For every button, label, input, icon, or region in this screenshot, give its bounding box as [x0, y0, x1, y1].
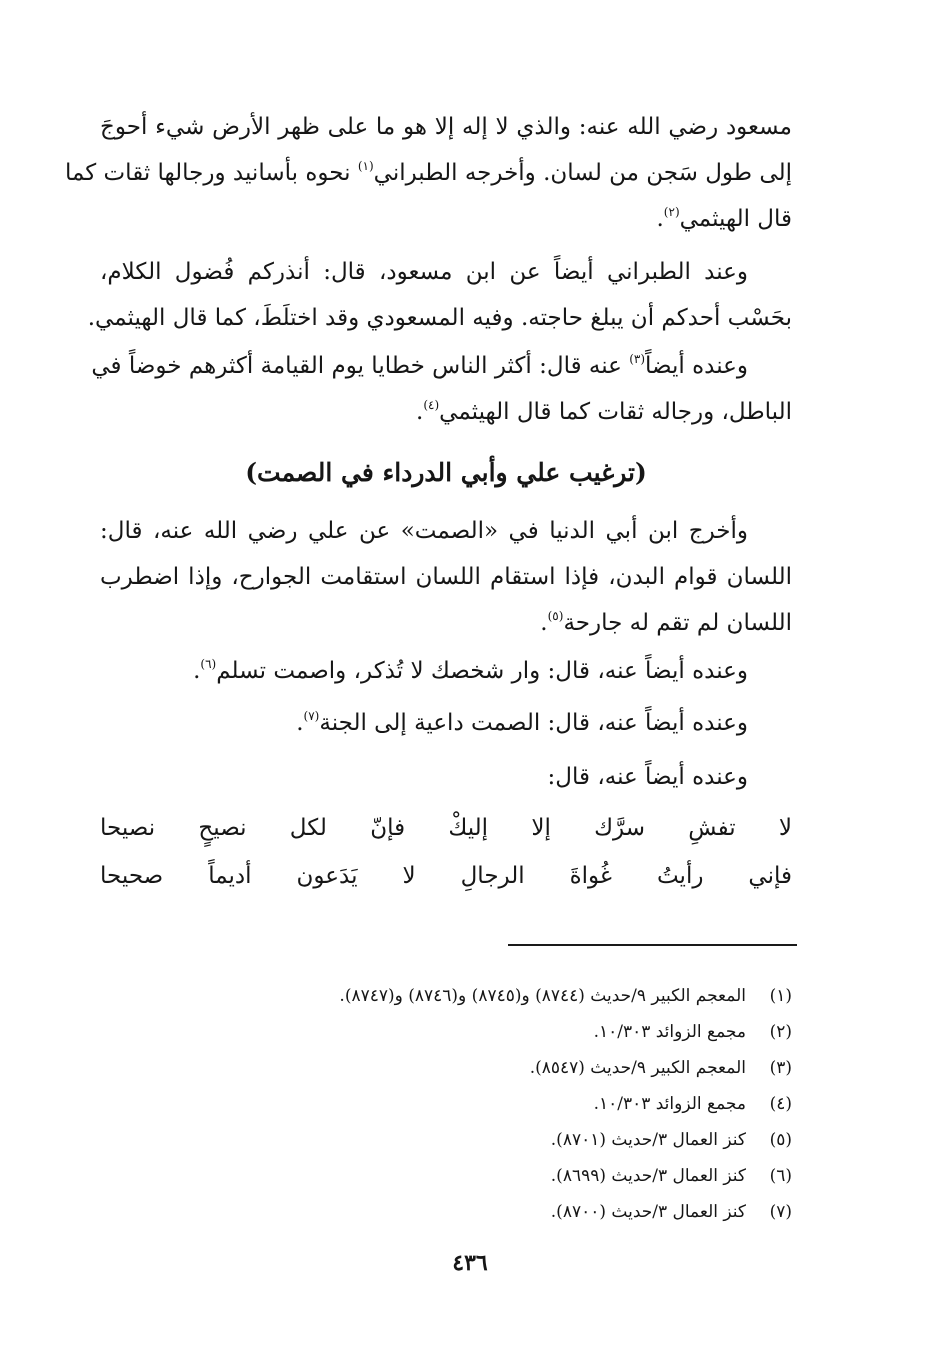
text-line: وعنده أيضاً عنه، قال: الصمت داعية إلى الجنة$^{(٧)}$. [296, 709, 748, 736]
text-line: قال الهيثمي$^{(٢)}$. [656, 205, 792, 232]
text-line: وعنده أيضاً عنه، قال: [547, 764, 748, 790]
poem-verse-1 [100, 804, 792, 852]
footnote-text: مجمع الزوائد ١٠/٣٠٣. [593, 1022, 746, 1042]
footnote-number: (٥) [769, 1130, 792, 1150]
poem-word: إليكْ [448, 815, 489, 841]
paragraph-2 [87, 249, 792, 341]
footnote-2 [100, 1014, 792, 1050]
text-line: الباطل، ورجاله ثقات كما قال الهيثمي$^{(٤)}$. [416, 398, 792, 425]
poem-word: صحيحا [100, 863, 164, 889]
text-line: وعند الطبراني أيضاً عن ابن مسعود، قال: أنذركم فُضول الكلام، [100, 259, 748, 285]
footnote-ref-1[interactable]: (١) [357, 159, 374, 173]
poem-word: سرَّك [594, 815, 646, 841]
footnote-4 [100, 1086, 792, 1122]
poem-word: لا [402, 863, 416, 889]
footnote-text: مجمع الزوائد ١٠/٣٠٣. [593, 1094, 746, 1114]
paragraph-6 [100, 700, 792, 746]
poem-verse-2 [100, 852, 792, 900]
paragraph-4 [100, 508, 792, 646]
footnote-5 [100, 1122, 792, 1158]
footnote-text: المعجم الكبير ٩/حديث (٨٧٤٤) و(٨٧٤٥) و(٨٧٤٦) و(٨٧٤٧). [339, 986, 746, 1006]
text-line: وعنده أيضاً عنه، قال: وار شخصك لا تُذكر، واصمت تسلم$^{(٦)}$. [193, 657, 748, 684]
poem-word: رأيتُ [656, 863, 704, 889]
footnote-number: (١) [769, 986, 792, 1006]
page-number: ٤٣٦ [452, 1250, 488, 1276]
text-line: اللسان لم تقم له جارحة$^{(٥)}$. [540, 609, 792, 636]
text-line: مسعود رضي الله عنه: والذي لا إله إلا هو ما على ظهر الأرض شيء أحوجَ [100, 114, 792, 140]
footnote-number: (٤) [769, 1094, 792, 1114]
footnote-text: كنز العمال ٣/حديث (٨٦٩٩). [550, 1166, 746, 1186]
footnote-ref-6[interactable]: (٦) [200, 657, 217, 671]
poem-word: لا [778, 815, 792, 841]
footnote-text: كنز العمال ٣/حديث (٨٧٠٠). [550, 1202, 746, 1222]
poem-word: يَدَعون [296, 863, 358, 889]
text-line: وعنده أيضاً$^{(٣)}$ عنه قال: أكثر الناس خطايا يوم القيامة أكثرهم خوضاً في [91, 352, 748, 379]
poem-word: الرجالِ [460, 863, 525, 889]
footnote-6 [100, 1158, 792, 1194]
poem-word: غُواةَ [569, 863, 612, 889]
paragraph-3 [91, 343, 792, 435]
footnote-text: المعجم الكبير ٩/حديث (٨٥٤٧). [529, 1058, 746, 1078]
poem-word: نصيحٍ [198, 815, 247, 841]
poem-word: أديماً [208, 863, 252, 889]
footnote-7 [100, 1194, 792, 1230]
footnote-ref-5[interactable]: (٥) [547, 609, 564, 623]
footnote-text: كنز العمال ٣/حديث (٨٧٠١). [550, 1130, 746, 1150]
paragraph-7 [100, 754, 792, 800]
footnote-number: (٧) [769, 1202, 792, 1222]
footnote-ref-3[interactable]: (٣) [629, 352, 646, 366]
poem-word: لكل [289, 815, 327, 841]
paragraph-5 [100, 648, 792, 694]
text-line: اللسان قوام البدن، فإذا استقام اللسان استقامت الجوارح، وإذا اضطرب [100, 564, 792, 590]
text-line: وأخرج ابن أبي الدنيا في «الصمت» عن علي رضي الله عنه، قال: [100, 518, 748, 544]
footnotes [100, 978, 792, 1230]
section-heading: (ترغيب علي وأبي الدرداء في الصمت) [245, 458, 647, 487]
footnote-number: (٦) [769, 1166, 792, 1186]
poem-word: تفشِ [688, 815, 736, 841]
poem-word: إلا [531, 815, 551, 841]
paragraph-1 [64, 104, 792, 242]
footnote-number: (٣) [769, 1058, 792, 1078]
footnote-ref-4[interactable]: (٤) [423, 398, 440, 412]
poem [100, 804, 792, 900]
footnote-ref-7[interactable]: (٧) [303, 709, 320, 723]
footnote-ref-2[interactable]: (٢) [663, 205, 680, 219]
footnote-1 [100, 978, 792, 1014]
poem-word: فإني [748, 863, 792, 889]
poem-word: نصيحا [100, 815, 156, 841]
text-line: بحَسْب أحدكم أن يبلغ حاجته. وفيه المسعودي وقد اختلَطَ، كما قال الهيثمي. [87, 305, 792, 331]
text-line: إلى طول سَجن من لسان. وأخرجه الطبراني$^{(١)}$ نحوه بأسانيد ورجالها ثقات كما [64, 159, 792, 186]
footnote-3 [100, 1050, 792, 1086]
footnote-separator [508, 944, 797, 946]
footnote-number: (٢) [769, 1022, 792, 1042]
poem-word: فإنّ [370, 815, 406, 841]
